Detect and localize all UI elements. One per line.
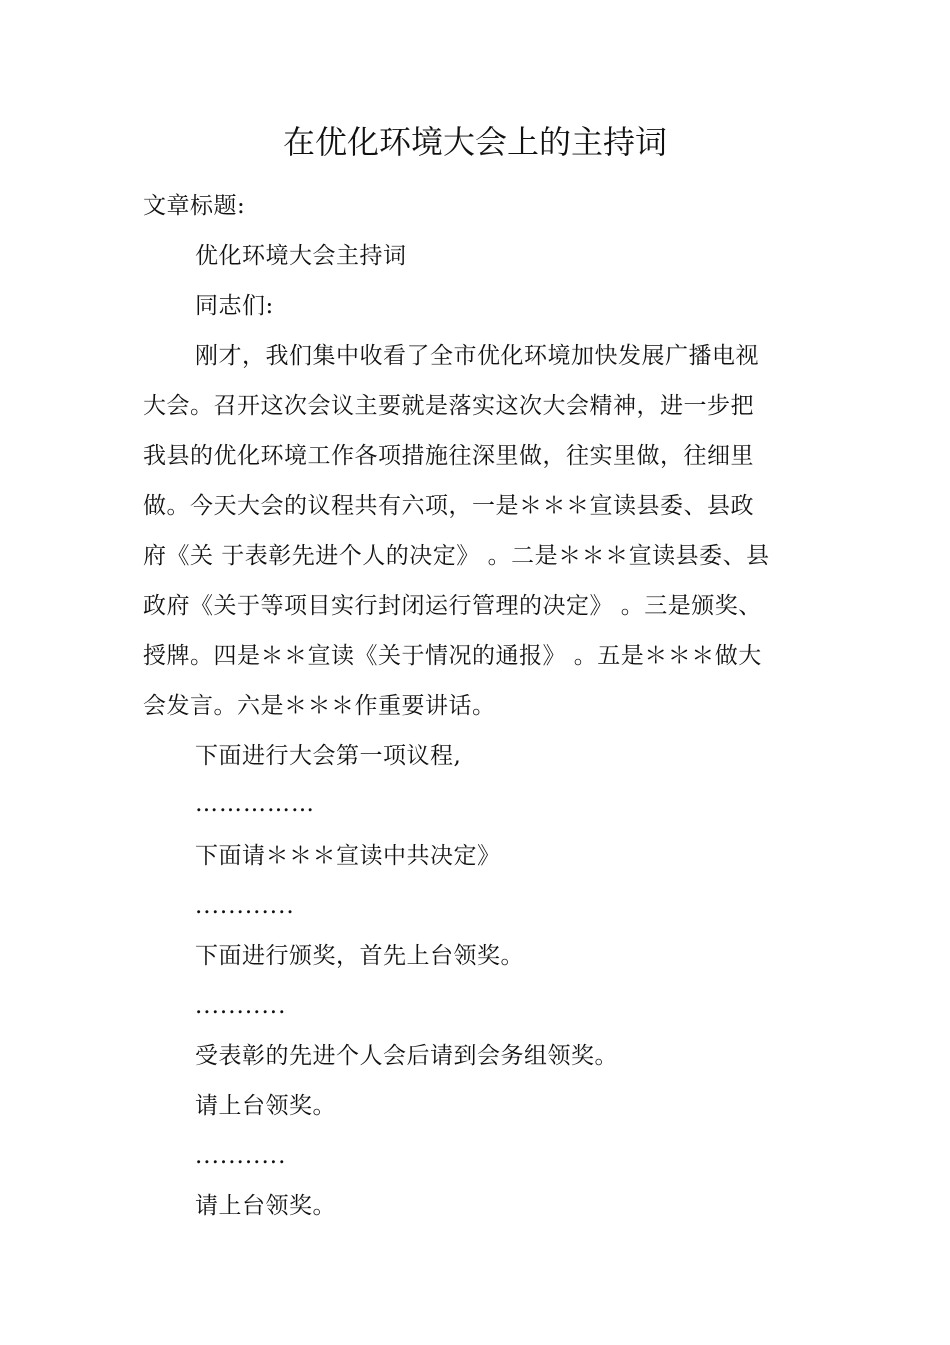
ellipsis-line: ........... [195,1143,287,1169]
paragraph-line: 政府《关于等项目实行封闭运行管理的决定》 。三是颁奖、 [143,593,762,619]
article-title-label: 文章标题: [143,193,246,219]
paragraph-line: 大会。召开这次会议主要就是落实这次大会精神，进一步把 [143,393,754,419]
after-meeting-line: 受表彰的先进个人会后请到会务组领奖。 [195,1043,618,1069]
paragraph-line: 我县的优化环境工作各项措施往深里做，往实里做，往细里 [143,443,754,469]
paragraph-line: 会发言。六是＊＊＊作重要讲话。 [143,693,496,719]
paragraph-line: 授牌。四是＊＊宣读《关于情况的通报》 。五是＊＊＊做大 [143,643,762,669]
article-subtitle: 优化环境大会主持词 [195,243,407,269]
ellipsis-line: ........... [195,993,287,1019]
award-line: 下面进行颁奖，首先上台领奖。 [195,943,524,969]
ellipsis-line: …………… [195,791,315,817]
document-title: 在优化环境大会上的主持词 [282,123,667,161]
greeting: 同志们: [195,293,274,319]
on-stage-line: 请上台领奖。 [195,1193,336,1219]
on-stage-line: 请上台领奖。 [195,1093,336,1119]
read-decision-line: 下面请＊＊＊宣读中共决定》 [195,843,501,869]
paragraph-line: 府《关 于表彰先进个人的决定》 。二是＊＊＊宣读县委、县 [143,543,770,569]
paragraph-line: 做。今天大会的议程共有六项，一是＊＊＊宣读县委、县政 [143,493,754,519]
paragraph-line: 刚才，我们集中收看了全市优化环境加快发展广播电视 [195,343,759,369]
agenda-first-item: 下面进行大会第一项议程, [195,743,462,769]
ellipsis-line: ............ [195,893,295,919]
